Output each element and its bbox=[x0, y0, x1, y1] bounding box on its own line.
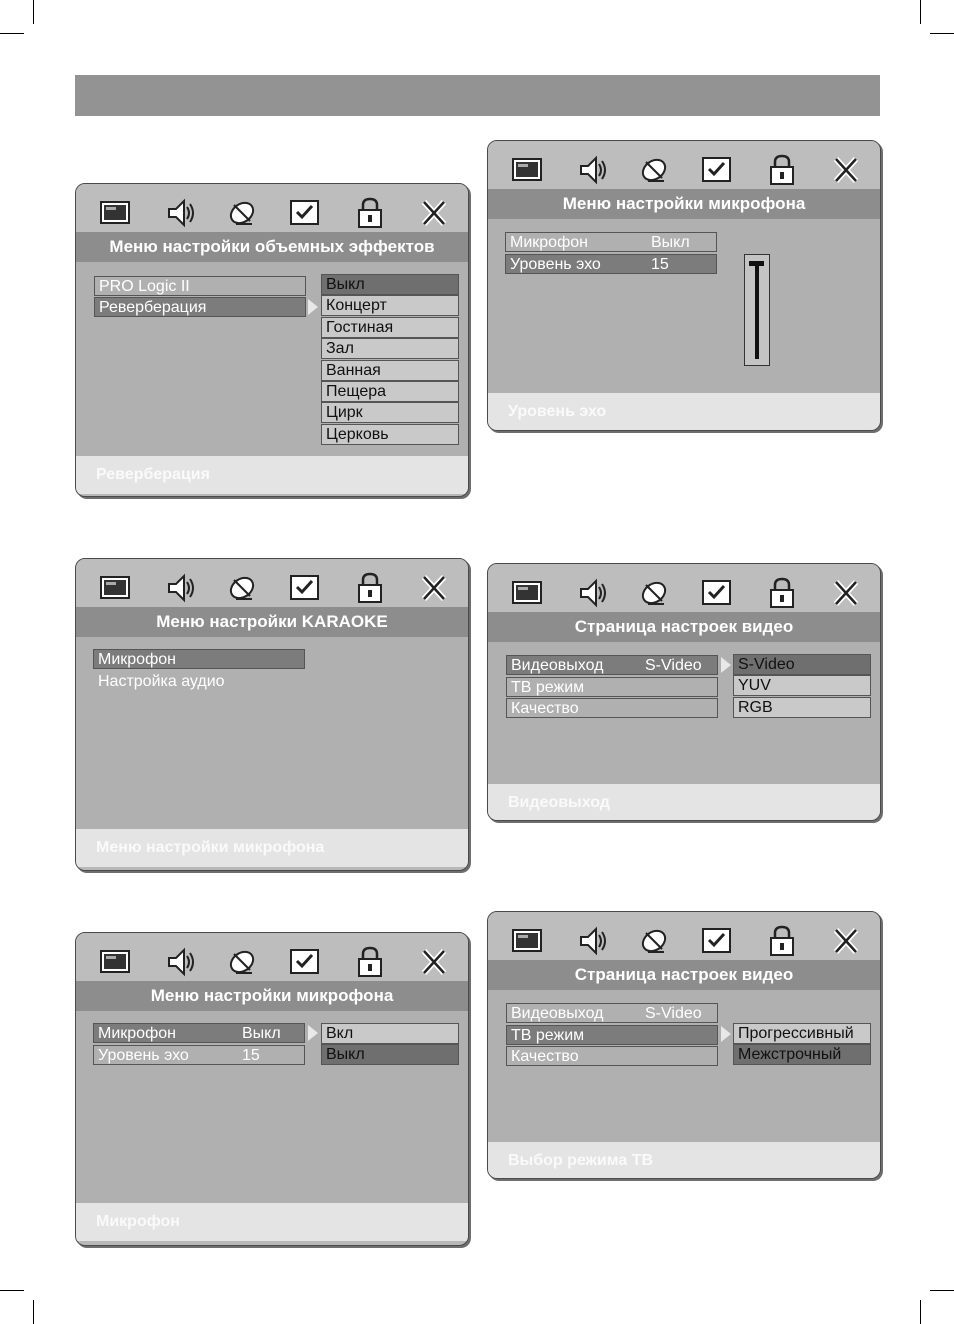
option-item[interactable]: Выкл bbox=[321, 1044, 459, 1065]
menu-item-microphone[interactable]: Микрофон Выкл bbox=[505, 232, 717, 252]
menu-item-echo-level[interactable]: Уровень эхо 15 bbox=[93, 1045, 305, 1065]
lock-icon[interactable] bbox=[352, 196, 388, 230]
menu-footer: Уровень эхо bbox=[488, 393, 880, 431]
submenu-arrow-icon bbox=[308, 299, 318, 315]
speaker-icon[interactable] bbox=[575, 153, 611, 187]
close-icon[interactable] bbox=[416, 945, 452, 979]
submenu-arrow-icon bbox=[721, 1026, 731, 1042]
menu-title: Страница настроек видео bbox=[488, 960, 880, 990]
surround-effects-menu bbox=[75, 183, 469, 497]
satellite-dish-icon[interactable] bbox=[225, 196, 261, 230]
option-item[interactable]: YUV bbox=[733, 675, 871, 696]
speaker-icon[interactable] bbox=[163, 196, 199, 230]
lock-icon[interactable] bbox=[764, 924, 800, 958]
satellite-dish-icon[interactable] bbox=[225, 945, 261, 979]
checkmark-icon[interactable] bbox=[287, 571, 323, 605]
menu-title: Страница настроек видео bbox=[488, 612, 880, 642]
slider-track bbox=[755, 263, 759, 359]
menu-footer: Реверберация bbox=[76, 456, 468, 494]
menu-item-quality[interactable]: Качество bbox=[506, 698, 718, 718]
satellite-dish-icon[interactable] bbox=[637, 576, 673, 610]
option-item[interactable]: Пещера bbox=[321, 381, 459, 402]
checkmark-icon[interactable] bbox=[699, 576, 735, 610]
option-item[interactable]: Ванная bbox=[321, 360, 459, 381]
menu-item-microphone[interactable]: Микрофон Выкл bbox=[93, 1023, 305, 1043]
menu-title: Меню настройки KARAOKE bbox=[76, 607, 468, 637]
lock-icon[interactable] bbox=[352, 571, 388, 605]
menu-title: Меню настройки микрофона bbox=[76, 981, 468, 1011]
speaker-icon[interactable] bbox=[163, 945, 199, 979]
menu-item-pro-logic[interactable]: PRO Logic II bbox=[94, 276, 306, 296]
close-icon[interactable] bbox=[828, 153, 864, 187]
menu-title: Меню настройки микрофона bbox=[488, 189, 880, 219]
echo-level-slider[interactable] bbox=[744, 254, 770, 366]
tv-icon[interactable] bbox=[510, 924, 546, 958]
satellite-dish-icon[interactable] bbox=[637, 153, 673, 187]
option-item[interactable]: Цирк bbox=[321, 402, 459, 423]
menu-footer: Выбор режима ТВ bbox=[488, 1142, 880, 1179]
crop-mark bbox=[33, 0, 34, 24]
checkmark-icon[interactable] bbox=[699, 153, 735, 187]
karaoke-menu bbox=[75, 558, 469, 871]
option-item[interactable]: S-Video bbox=[733, 654, 871, 675]
menu-footer: Микрофон bbox=[76, 1203, 468, 1241]
tv-icon[interactable] bbox=[98, 945, 134, 979]
close-icon[interactable] bbox=[828, 576, 864, 610]
option-item[interactable]: RGB bbox=[733, 697, 871, 718]
close-icon[interactable] bbox=[416, 196, 452, 230]
lock-icon[interactable] bbox=[764, 576, 800, 610]
menu-item-video-output[interactable]: Видеовыход S-Video bbox=[506, 655, 718, 675]
page-header-bar bbox=[75, 75, 880, 116]
close-icon[interactable] bbox=[828, 924, 864, 958]
submenu-arrow-icon bbox=[721, 657, 731, 673]
close-icon[interactable] bbox=[416, 571, 452, 605]
slider-knob[interactable] bbox=[749, 261, 764, 266]
menu-footer: Меню настройки микрофона bbox=[76, 829, 468, 867]
speaker-icon[interactable] bbox=[575, 924, 611, 958]
speaker-icon[interactable] bbox=[575, 576, 611, 610]
satellite-dish-icon[interactable] bbox=[225, 571, 261, 605]
tv-icon[interactable] bbox=[510, 153, 546, 187]
microphone-echo-menu bbox=[487, 140, 881, 431]
tv-mode-menu bbox=[487, 911, 881, 1179]
menu-item-tv-mode[interactable]: ТВ режим bbox=[506, 677, 718, 697]
icon-bar bbox=[76, 559, 468, 607]
icon-bar bbox=[488, 912, 880, 960]
tv-icon[interactable] bbox=[98, 571, 134, 605]
icon-bar bbox=[76, 184, 468, 232]
tv-icon[interactable] bbox=[510, 576, 546, 610]
checkmark-icon[interactable] bbox=[287, 945, 323, 979]
crop-mark bbox=[920, 0, 921, 24]
option-item[interactable]: Прогрессивный bbox=[733, 1023, 871, 1044]
menu-item-reverb[interactable]: Реверберация bbox=[94, 297, 306, 317]
menu-item-quality[interactable]: Качество bbox=[506, 1046, 718, 1066]
option-item[interactable]: Выкл bbox=[321, 274, 459, 295]
crop-mark bbox=[920, 1300, 921, 1324]
crop-mark bbox=[930, 33, 954, 34]
lock-icon[interactable] bbox=[764, 153, 800, 187]
speaker-icon[interactable] bbox=[163, 571, 199, 605]
menu-footer: Видеовыход bbox=[488, 784, 880, 821]
option-item[interactable]: Зал bbox=[321, 338, 459, 359]
menu-item-microphone[interactable]: Микрофон bbox=[93, 649, 305, 669]
option-item[interactable]: Церковь bbox=[321, 424, 459, 445]
crop-mark bbox=[0, 33, 24, 34]
checkmark-icon[interactable] bbox=[287, 196, 323, 230]
crop-mark bbox=[930, 1290, 954, 1291]
submenu-arrow-icon bbox=[308, 1025, 318, 1041]
video-output-menu bbox=[487, 563, 881, 821]
icon-bar bbox=[76, 933, 468, 981]
satellite-dish-icon[interactable] bbox=[637, 924, 673, 958]
option-item[interactable]: Вкл bbox=[321, 1023, 459, 1044]
menu-item-tv-mode[interactable]: ТВ режим bbox=[506, 1025, 718, 1045]
icon-bar bbox=[488, 564, 880, 612]
option-item[interactable]: Гостиная bbox=[321, 317, 459, 338]
tv-icon[interactable] bbox=[98, 196, 134, 230]
crop-mark bbox=[33, 1300, 34, 1324]
menu-item-audio-setup[interactable]: Настройка аудио bbox=[98, 673, 225, 690]
microphone-menu bbox=[75, 932, 469, 1246]
option-item[interactable]: Межстрочный bbox=[733, 1044, 871, 1065]
crop-mark bbox=[0, 1290, 24, 1291]
menu-item-video-output[interactable]: Видеовыход S-Video bbox=[506, 1003, 718, 1023]
menu-title: Меню настройки объемных эффектов bbox=[76, 232, 468, 262]
icon-bar bbox=[488, 141, 880, 189]
lock-icon[interactable] bbox=[352, 945, 388, 979]
menu-item-echo-level[interactable]: Уровень эхо 15 bbox=[505, 254, 717, 274]
option-item[interactable]: Концерт bbox=[321, 295, 459, 316]
checkmark-icon[interactable] bbox=[699, 924, 735, 958]
